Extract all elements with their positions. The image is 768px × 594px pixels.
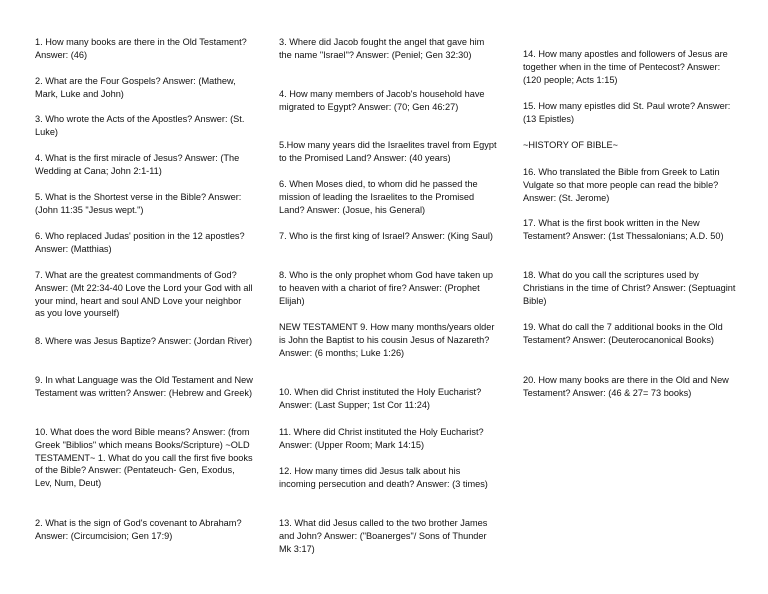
question-item: 11. Where did Christ instituted the Holy Eucharist? Answer: (Upper Room; Mark 14:15) [279,427,484,450]
question-item: 17. What is the first book written in the New Testament? Answer: (1st Thessalonians; A.D. 50) [523,218,724,241]
question-item: 7. Who is the first king of Israel? Answer: (King Saul) [279,231,493,241]
question-item: 7. What are the greatest commandments of God? Answer: (Mt 22:34-40 Love the Lord your God with all your mind, heart and soul AND Love your neighbor as you love yourself) [35,270,253,319]
question-item: 19. What do call the 7 additional books in the Old Testament? Answer: (Deuterocanonical Books) [523,322,723,345]
question-item: 1. How many books are there in the Old Testament? Answer: (46) [35,37,247,60]
question-item: 16. Who translated the Bible from Greek to Latin Vulgate so that more people can read the bible? Answer: (St. Jerome) [523,167,720,203]
question-item: 2. What are the Four Gospels? Answer: (Mathew, Mark, Luke and John) [35,76,236,99]
question-item: 6. Who replaced Judas' position in the 12 apostles? Answer: (Matthias) [35,231,245,254]
question-item: 20. How many books are there in the Old and New Testament? Answer: (46 & 27= 73 books) [523,375,729,398]
question-item: 6. When Moses died, to whom did he passed the mission of leading the Israelites to the Promised Land? Answer: (Josue, his General) [279,179,478,215]
question-item: 3. Who wrote the Acts of the Apostles? Answer: (St. Luke) [35,114,245,137]
question-item: 8. Where was Jesus Baptize? Answer: (Jordan River) [35,336,253,346]
question-item: 2. What is the sign of God's covenant to Abraham? Answer: (Circumcision; Gen 17:9) [35,518,242,541]
question-item: 10. When did Christ instituted the Holy Eucharist? Answer: (Last Supper; 1st Cor 11:24) [279,387,482,410]
question-item: 14. How many apostles and followers of Jesus are together when in the time of Pentecost? Answer: (120 people; Acts 1:15) [523,49,728,85]
question-item: 3. Where did Jacob fought the angel that gave him the name "Israel"? Answer: (Peniel; Gen 32:30) [279,37,485,60]
question-item: 5.How many years did the Israelites travel from Egypt to the Promised Land? Answer: (40 years) [279,140,497,163]
question-item: 4. What is the first miracle of Jesus? Answer: (The Wedding at Cana; John 2:1-11) [35,153,240,176]
question-item: 18. What do you call the scriptures used by Christians in the time of Christ? Answer: (Septuagint Bible) [523,270,736,306]
question-item: NEW TESTAMENT 9. How many months/years older is John the Baptist to his cousin Jesus of Nazareth? Answer: (6 months; Luke 1:26) [279,322,495,358]
question-item: 5. What is the Shortest verse in the Bible? Answer: (John 11:35 "Jesus wept.") [35,192,242,215]
question-item: 13. What did Jesus called to the two brother James and John? Answer: ("Boanerges"/ Sons of Thunder Mk 3:17) [279,518,488,554]
question-item: 8. Who is the only prophet whom God have taken up to heaven with a chariot of fire? Answer: (Prophet Elijah) [279,270,493,306]
section-heading: ~HISTORY OF BIBLE~ [523,140,618,150]
question-item: 9. In what Language was the Old Testament and New Testament was written? Answer: (Hebrew and Greek) [35,375,253,398]
question-item: 4. How many members of Jacob's household have migrated to Egypt? Answer: (70; Gen 46:27) [279,89,485,112]
question-item: 10. What does the word Bible means? Answer: (from Greek "Biblios" which means Books/Scripture) ~OLD TESTAMENT~ 1. What do you call the first five books of the Bible? Answer: (Pentateuch- Gen, Exodus, Lev, Num, Deut) [35,427,253,489]
question-item: 15. How many epistles did St. Paul wrote? Answer: (13 Epistles) [523,101,731,124]
question-item: 12. How many times did Jesus talk about his incoming persecution and death? Answer: (3 times) [279,466,488,489]
